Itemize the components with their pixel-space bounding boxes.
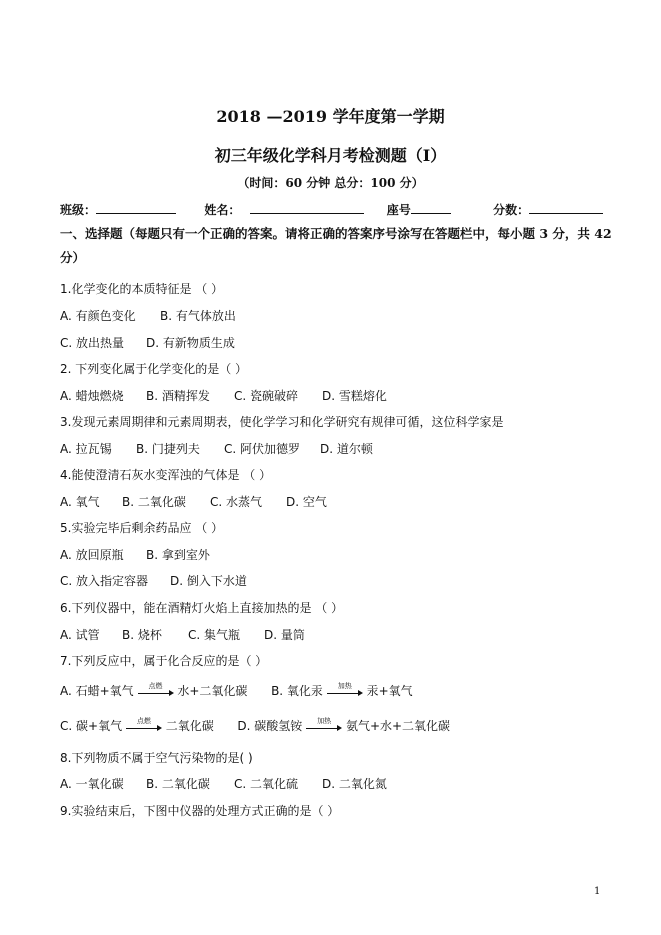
question-6-stem: 6.下列仪器中，能在酒精灯火焰上直接加热的是 （ ） (60, 601, 344, 615)
option-d-reactants: D. 碳酸氢铵 (237, 719, 303, 733)
reaction-arrow (327, 681, 363, 699)
class-label: 班级： (60, 203, 97, 217)
option-b[interactable]: B. 二氧化碳 (146, 777, 210, 791)
option-b-reactants: B. 氧化汞 (271, 684, 323, 698)
reaction-condition: 加热 (337, 681, 352, 690)
seat-label: 座号 (386, 203, 411, 217)
question-8-stem: 8.下列物质不属于空气污染物的是( ) (60, 751, 253, 765)
option-c-products: 二氧化碳 (165, 719, 214, 733)
question-3-stem: 3.发现元素周期律和元素周期表，使化学学习和化学研究有规律可循，这位科学家是 (60, 415, 504, 429)
score-label: 分数： (493, 203, 530, 217)
option-d[interactable]: D. 量筒 (264, 628, 305, 642)
option-c[interactable]: C. 二氧化硫 (234, 777, 299, 791)
option-a[interactable]: A. 蜡烛燃烧 (60, 389, 124, 403)
option-b[interactable]: B. 二氧化碳 (122, 495, 186, 509)
option-d[interactable]: D. 有新物质生成 (146, 336, 235, 350)
page-number: 1 (594, 886, 601, 897)
section-heading: 一、选择题（每题只有一个正确的答案。请将正确的答案序号涂写在答题栏中，每小题 3 分，共 42 分） (60, 226, 612, 265)
reaction-condition: 点燃 (148, 681, 163, 690)
student-info-row (60, 201, 620, 218)
question-8-options (60, 775, 387, 792)
reaction-arrow (126, 716, 162, 734)
option-c[interactable]: C. 阿伏加德罗 (224, 442, 301, 456)
option-a[interactable]: A. 有颜色变化 (60, 309, 136, 323)
title-school-year: 2018 —2019 学年度第一学期 (216, 107, 445, 126)
question-5-options-cd (60, 572, 247, 589)
score-field[interactable] (529, 201, 603, 214)
option-b[interactable]: B. 烧杯 (122, 628, 162, 642)
question-4-options (60, 493, 327, 510)
name-label: 姓名： (204, 203, 241, 217)
option-a[interactable]: A. 氧气 (60, 495, 100, 509)
option-c[interactable]: C. 集气瓶 (188, 628, 241, 642)
option-a[interactable]: A. 放回原瓶 (60, 548, 124, 562)
option-c[interactable]: C. 放出热量 (60, 336, 125, 350)
question-7-options-ab (60, 682, 413, 699)
option-c[interactable]: C. 水蒸气 (210, 495, 263, 509)
seat-field[interactable] (411, 201, 451, 214)
option-b[interactable]: B. 有气体放出 (160, 309, 236, 323)
option-d[interactable]: D. 雪糕熔化 (322, 389, 387, 403)
option-b-products: 汞+氧气 (366, 684, 413, 698)
option-a[interactable]: A. 试管 (60, 628, 100, 642)
exam-time-score: （时间：60 分钟 总分：100 分） (237, 176, 424, 190)
question-1-options-cd (60, 334, 235, 351)
option-a-reactants: A. 石蜡+氧气 (60, 684, 134, 698)
question-2-options (60, 387, 387, 404)
option-a[interactable]: A. 拉瓦锡 (60, 442, 112, 456)
question-2-stem: 2. 下列变化属于化学变化的是（ ） (60, 362, 248, 376)
option-a[interactable]: A. 一氧化碳 (60, 777, 124, 791)
question-5-options-ab (60, 546, 210, 563)
question-3-options (60, 440, 373, 457)
option-c[interactable]: C. 瓷碗破碎 (234, 389, 299, 403)
question-1-stem: 1.化学变化的本质特征是 （ ） (60, 282, 224, 296)
reaction-arrow (306, 716, 342, 734)
question-6-options (60, 626, 305, 643)
question-9-stem: 9.实验结束后，下图中仪器的处理方式正确的是（ ） (60, 804, 340, 818)
option-d[interactable]: D. 二氧化氮 (322, 777, 387, 791)
option-d[interactable]: D. 倒入下水道 (170, 574, 247, 588)
option-b[interactable]: B. 拿到室外 (146, 548, 210, 562)
option-d[interactable]: D. 空气 (286, 495, 327, 509)
question-1-options-ab (60, 307, 236, 324)
option-c[interactable]: C. 放入指定容器 (60, 574, 149, 588)
option-d-products: 氨气+水+二氧化碳 (345, 719, 451, 733)
question-4-stem: 4.能使澄清石灰水变浑浊的气体是 （ ） (60, 468, 272, 482)
option-b[interactable] (271, 681, 413, 698)
reaction-condition: 加热 (317, 716, 332, 725)
question-5-stem: 5.实验完毕后剩余药品应 （ ） (60, 521, 224, 535)
reaction-condition: 点燃 (136, 716, 151, 725)
option-a[interactable] (60, 681, 251, 698)
option-c[interactable] (60, 716, 218, 733)
question-7-stem: 7.下列反应中，属于化合反应的是（ ） (60, 654, 268, 668)
option-a-products: 水+二氧化碳 (177, 684, 248, 698)
option-b[interactable]: B. 门捷列夫 (136, 442, 200, 456)
class-field[interactable] (96, 201, 176, 214)
question-7-options-cd (60, 717, 450, 734)
option-b[interactable]: B. 酒精挥发 (146, 389, 210, 403)
reaction-arrow (138, 681, 174, 699)
option-c-reactants: C. 碳+氧气 (60, 719, 123, 733)
title-exam-name: 初三年级化学科月考检测题（Ⅰ） (214, 146, 447, 165)
name-field[interactable] (250, 201, 364, 214)
option-d[interactable]: D. 道尔顿 (320, 442, 373, 456)
option-d[interactable] (237, 716, 451, 733)
